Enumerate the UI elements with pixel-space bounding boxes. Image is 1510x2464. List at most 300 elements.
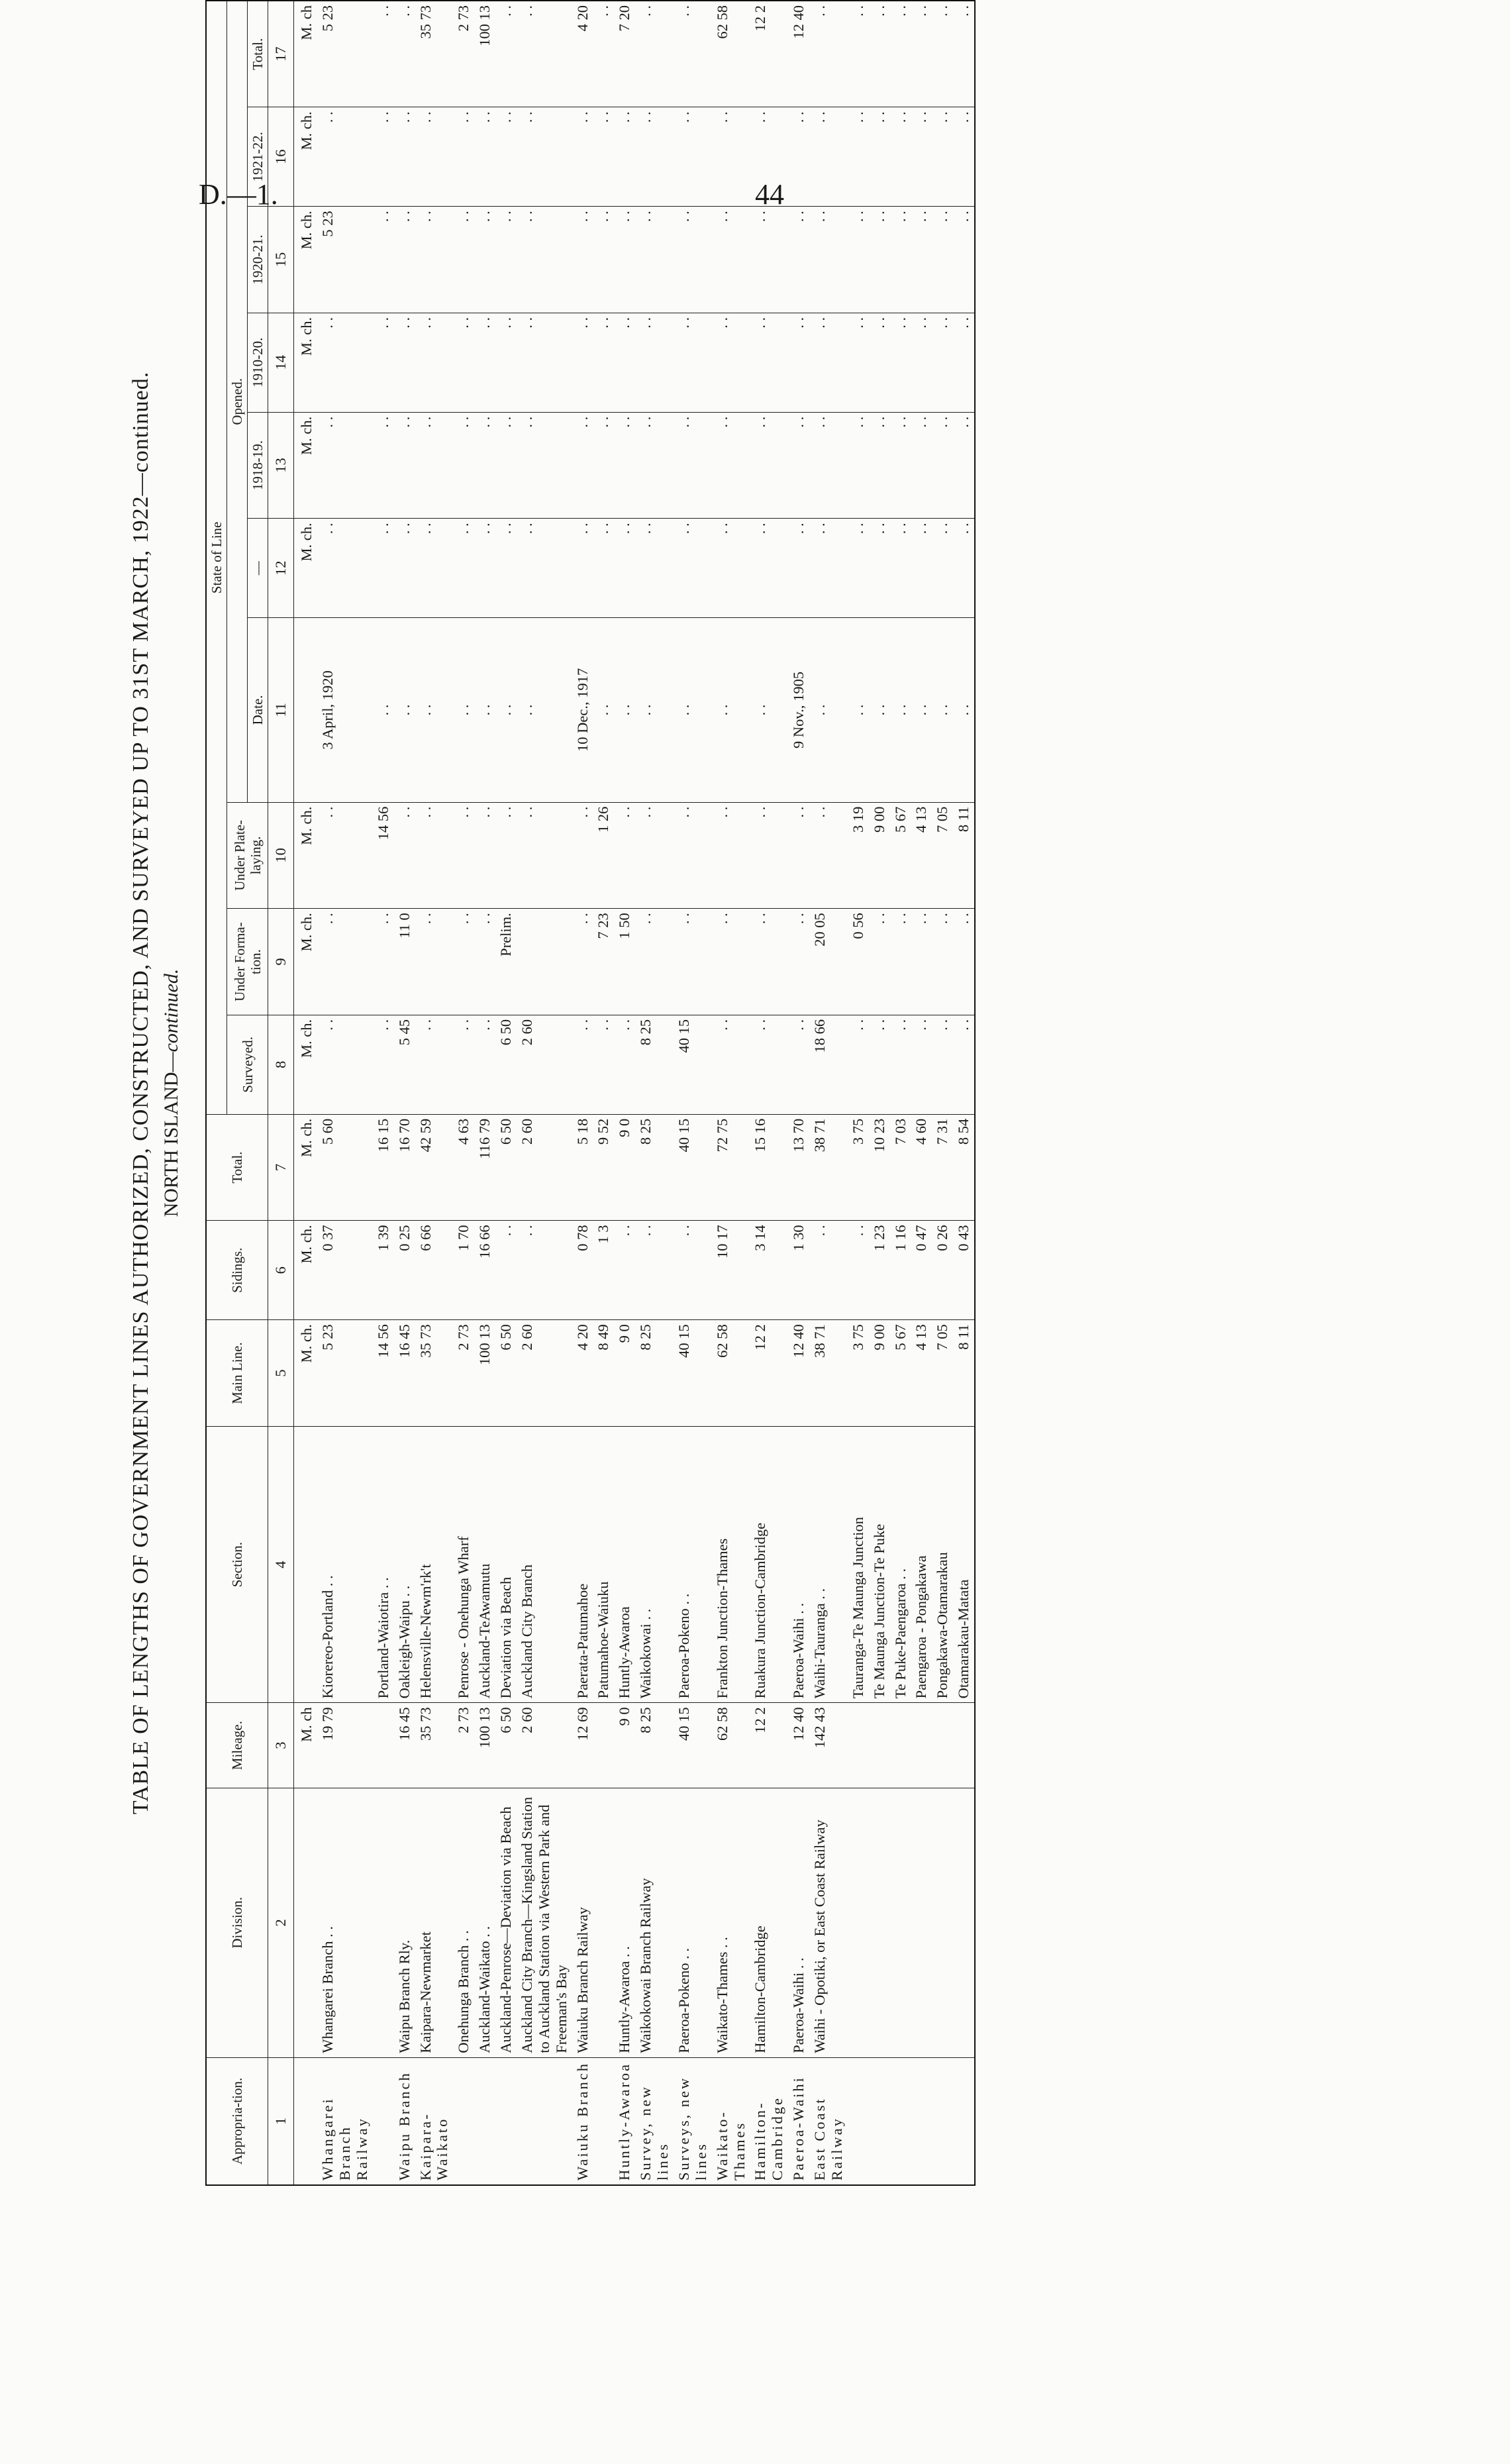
cell-mileage	[848, 1703, 869, 1788]
unit-cell: M. ch.	[294, 412, 317, 519]
cell-sidings: 1 23	[869, 1221, 890, 1320]
cell-opened-col12: . .	[788, 519, 809, 618]
cell-under-platelaying: . .	[415, 802, 454, 909]
cell-main-line: 5 23	[317, 1320, 373, 1427]
cell-opened-total: 4 20	[572, 1, 593, 107]
cell-opened-1910-20: . .	[809, 313, 848, 412]
cell-under-platelaying: . .	[394, 802, 415, 909]
cell-under-formation: . .	[474, 909, 495, 1015]
cell-surveyed: . .	[788, 1015, 809, 1114]
cell-opened-total: . .	[869, 1, 890, 107]
cell-sidings: 1 70	[453, 1221, 474, 1320]
cell-date: 10 Dec., 1917	[572, 618, 593, 802]
table-row	[517, 1, 572, 2185]
cell-opened-1921-22: . .	[869, 107, 890, 207]
cell-opened-1921-22: . .	[373, 107, 394, 207]
table-row	[373, 1, 394, 2185]
cell-opened-1910-20: . .	[911, 313, 932, 412]
cell-surveyed: . .	[848, 1015, 869, 1114]
cell-under-formation: 0 56	[848, 909, 869, 1015]
cell-main-line: 2 60	[517, 1320, 572, 1427]
unit-cell: M. ch.	[294, 313, 317, 412]
cell-total: 7 03	[890, 1114, 911, 1221]
cell-opened-1921-22: . .	[674, 107, 712, 207]
column-number: 8	[268, 1015, 294, 1114]
cell-division: Onehunga Branch . .	[453, 1788, 474, 2057]
cell-division	[890, 1788, 911, 2057]
cell-opened-1921-22: . .	[317, 107, 373, 207]
cell-section: Paeroa-Pokeno . .	[674, 1426, 712, 1703]
cell-mileage: 16 45	[394, 1703, 415, 1788]
cell-total: 72 75	[712, 1114, 750, 1221]
cell-main-line: 35 73	[415, 1320, 454, 1427]
cell-opened-1918-19: . .	[635, 412, 674, 519]
cell-opened-1920-21: . .	[809, 207, 848, 313]
cell-opened-1921-22: . .	[415, 107, 454, 207]
cell-opened-total: 100 13	[474, 1, 495, 107]
cell-opened-col12: . .	[614, 519, 635, 618]
cell-appropriation: East Coast Railway	[809, 2057, 848, 2185]
cell-section: Pongakawa-Otamarakau	[932, 1426, 953, 1703]
cell-appropriation: Paeroa-Waihi	[788, 2057, 809, 2185]
cell-sidings: 0 43	[953, 1221, 975, 1320]
cell-opened-1920-21: . .	[474, 207, 495, 313]
island-continued: continued.	[160, 968, 182, 1052]
cell-under-formation: . .	[890, 909, 911, 1015]
cell-main-line: 40 15	[674, 1320, 712, 1427]
table-row	[593, 1, 614, 2185]
island-label: NORTH ISLAND—	[160, 1052, 182, 1217]
cell-section: Paerata-Patumahoe	[572, 1426, 593, 1703]
cell-opened-total: . .	[635, 1, 674, 107]
cell-division: Huntly-Awaroa . .	[614, 1788, 635, 2057]
cell-section: Ruakura Junction-Cambridge	[750, 1426, 788, 1703]
table-row	[788, 1, 809, 2185]
cell-appropriation: Waikato-Thames	[712, 2057, 750, 2185]
lengths-table	[205, 0, 976, 2186]
cell-date: . .	[614, 618, 635, 802]
cell-opened-1918-19: . .	[809, 412, 848, 519]
cell-appropriation	[848, 2057, 869, 2185]
cell-division: Waikato-Thames . .	[712, 1788, 750, 2057]
unit-cell: M. ch.	[294, 1320, 317, 1427]
cell-opened-col12: . .	[848, 519, 869, 618]
cell-main-line: 8 25	[635, 1320, 674, 1427]
cell-sidings: . .	[635, 1221, 674, 1320]
cell-sidings: . .	[809, 1221, 848, 1320]
cell-opened-1920-21: . .	[848, 207, 869, 313]
cell-sidings: 0 25	[394, 1221, 415, 1320]
cell-appropriation	[953, 2057, 975, 2185]
cell-opened-total: . .	[911, 1, 932, 107]
cell-opened-total: 7 20	[614, 1, 635, 107]
cell-sidings: 3 14	[750, 1221, 788, 1320]
cell-surveyed: . .	[572, 1015, 593, 1114]
cell-under-platelaying: . .	[474, 802, 495, 909]
cell-division: Paeroa-Pokeno . .	[674, 1788, 712, 2057]
cell-date: . .	[932, 618, 953, 802]
cell-surveyed: 2 60	[517, 1015, 572, 1114]
cell-section: Penrose - Onehunga Wharf	[453, 1426, 474, 1703]
cell-opened-1918-19: . .	[394, 412, 415, 519]
cell-surveyed: . .	[890, 1015, 911, 1114]
cell-opened-1910-20: . .	[674, 313, 712, 412]
header-dash: —	[248, 519, 268, 618]
column-number: 9	[268, 909, 294, 1015]
table-row	[750, 1, 788, 2185]
cell-under-platelaying: . .	[674, 802, 712, 909]
cell-total: 3 75	[848, 1114, 869, 1221]
cell-total: 10 23	[869, 1114, 890, 1221]
cell-opened-col12: . .	[517, 519, 572, 618]
cell-division	[953, 1788, 975, 2057]
cell-surveyed: . .	[953, 1015, 975, 1114]
cell-mileage: 19 79	[317, 1703, 373, 1788]
cell-opened-1910-20: . .	[890, 313, 911, 412]
cell-main-line: 9 0	[614, 1320, 635, 1427]
cell-section: Waihi-Tauranga . .	[809, 1426, 848, 1703]
cell-date: 3 April, 1920	[317, 618, 373, 802]
cell-main-line: 2 73	[453, 1320, 474, 1427]
cell-mileage: 9 0	[614, 1703, 635, 1788]
header-under-formation: Under Forma-tion.	[227, 909, 268, 1015]
cell-section: Frankton Junction-Thames	[712, 1426, 750, 1703]
cell-opened-1910-20: . .	[394, 313, 415, 412]
cell-sidings: 1 30	[788, 1221, 809, 1320]
cell-opened-1921-22: . .	[614, 107, 635, 207]
cell-opened-col12: . .	[474, 519, 495, 618]
cell-total: 4 63	[453, 1114, 474, 1221]
cell-appropriation	[373, 2057, 394, 2185]
cell-mileage: 100 13	[474, 1703, 495, 1788]
cell-under-formation	[517, 909, 572, 1015]
cell-under-formation: . .	[750, 909, 788, 1015]
cell-opened-1910-20: . .	[750, 313, 788, 412]
cell-under-platelaying: . .	[517, 802, 572, 909]
table-row	[572, 1, 593, 2185]
cell-opened-1918-19: . .	[453, 412, 474, 519]
cell-appropriation	[869, 2057, 890, 2185]
cell-under-platelaying: 5 67	[890, 802, 911, 909]
cell-mileage	[869, 1703, 890, 1788]
cell-under-platelaying: 4 13	[911, 802, 932, 909]
cell-opened-total: . .	[953, 1, 975, 107]
cell-surveyed: . .	[750, 1015, 788, 1114]
cell-opened-1918-19: . .	[415, 412, 454, 519]
cell-division: Waiuku Branch Railway	[572, 1788, 593, 2057]
unit-cell: M. ch.	[294, 802, 317, 909]
cell-opened-total: 5 23	[317, 1, 373, 107]
cell-opened-1920-21: . .	[453, 207, 474, 313]
cell-opened-col12: . .	[712, 519, 750, 618]
cell-surveyed: . .	[932, 1015, 953, 1114]
cell-date: . .	[953, 618, 975, 802]
header-date: Date.	[248, 618, 268, 802]
table-row	[474, 1, 495, 2185]
cell-opened-1910-20: . .	[495, 313, 517, 412]
cell-opened-1921-22: . .	[953, 107, 975, 207]
cell-sidings: 1 16	[890, 1221, 911, 1320]
cell-appropriation	[911, 2057, 932, 2185]
cell-opened-col12: . .	[932, 519, 953, 618]
cell-opened-1920-21: . .	[635, 207, 674, 313]
cell-date: . .	[635, 618, 674, 802]
cell-under-platelaying: . .	[750, 802, 788, 909]
cell-sidings: 10 17	[712, 1221, 750, 1320]
cell-surveyed: . .	[373, 1015, 394, 1114]
cell-opened-1918-19: . .	[750, 412, 788, 519]
cell-surveyed: . .	[911, 1015, 932, 1114]
cell-total: 40 15	[674, 1114, 712, 1221]
cell-under-platelaying: . .	[317, 802, 373, 909]
cell-under-formation: 1 50	[614, 909, 635, 1015]
cell-total: 5 60	[317, 1114, 373, 1221]
cell-appropriation	[517, 2057, 572, 2185]
cell-opened-1920-21: . .	[572, 207, 593, 313]
cell-opened-total: . .	[890, 1, 911, 107]
cell-opened-col12: . .	[593, 519, 614, 618]
cell-surveyed: . .	[415, 1015, 454, 1114]
cell-section: Tauranga-Te Maunga Junction	[848, 1426, 869, 1703]
cell-total: 9 0	[614, 1114, 635, 1221]
cell-date: . .	[911, 618, 932, 802]
cell-appropriation: Waiuku Branch	[572, 2057, 593, 2185]
table-row	[317, 1, 373, 2185]
unit-cell: M. ch.	[294, 207, 317, 313]
cell-mileage	[911, 1703, 932, 1788]
cell-opened-col12: . .	[373, 519, 394, 618]
header-1918-19: 1918-19.	[248, 412, 268, 519]
header-total: Total.	[206, 1114, 268, 1221]
cell-opened-1910-20: . .	[788, 313, 809, 412]
cell-opened-col12: . .	[495, 519, 517, 618]
cell-opened-total: . .	[593, 1, 614, 107]
cell-opened-1918-19: . .	[474, 412, 495, 519]
cell-opened-col12: . .	[394, 519, 415, 618]
cell-date: . .	[474, 618, 495, 802]
cell-opened-col12: . .	[572, 519, 593, 618]
unit-cell: M. ch	[294, 1703, 317, 1788]
column-number: 17	[268, 1, 294, 107]
cell-opened-1921-22: . .	[495, 107, 517, 207]
column-number: 3	[268, 1703, 294, 1788]
cell-main-line: 5 67	[890, 1320, 911, 1427]
cell-appropriation: Waipu Branch	[394, 2057, 415, 2185]
table-row	[890, 1, 911, 2185]
cell-opened-1910-20: . .	[317, 313, 373, 412]
column-number: 10	[268, 802, 294, 909]
column-number: 6	[268, 1221, 294, 1320]
cell-opened-1918-19: . .	[788, 412, 809, 519]
cell-opened-col12: . .	[415, 519, 454, 618]
cell-section: Paeroa-Waihi . .	[788, 1426, 809, 1703]
cell-opened-1921-22: . .	[517, 107, 572, 207]
cell-date: . .	[848, 618, 869, 802]
cell-surveyed: . .	[614, 1015, 635, 1114]
cell-opened-1920-21: . .	[788, 207, 809, 313]
cell-opened-col12: . .	[674, 519, 712, 618]
column-number: 15	[268, 207, 294, 313]
cell-opened-1910-20: . .	[593, 313, 614, 412]
cell-opened-1910-20: . .	[848, 313, 869, 412]
cell-division: Auckland-Waikato . .	[474, 1788, 495, 2057]
rotated-table-area	[126, 0, 1437, 2186]
cell-section: Oakleigh-Waipu . .	[394, 1426, 415, 1703]
cell-appropriation: Whangarei Branch Railway	[317, 2057, 373, 2185]
cell-division	[932, 1788, 953, 2057]
table-row	[953, 1, 975, 2185]
header-opened: Opened.	[227, 1, 248, 802]
cell-opened-col12: . .	[869, 519, 890, 618]
cell-sidings: 0 47	[911, 1221, 932, 1320]
table-row	[453, 1, 474, 2185]
cell-total: 38 71	[809, 1114, 848, 1221]
table-title: TABLE OF LENGTHS OF GOVERNMENT LINES AUTHORIZED, CONSTRUCTED, AND SURVEYED UP TO 31ST MARCH, 1922—continued.	[128, 371, 153, 1815]
cell-appropriation: Huntly-Awaroa	[614, 2057, 635, 2185]
cell-appropriation	[474, 2057, 495, 2185]
cell-main-line: 12 2	[750, 1320, 788, 1427]
header-under-platelaying: Under Plate-laying.	[227, 802, 268, 909]
cell-division: Waihi - Opotiki, or East Coast Railway	[809, 1788, 848, 2057]
unit-cell: M. ch.	[294, 107, 317, 207]
cell-under-formation: . .	[415, 909, 454, 1015]
table-row	[614, 1, 635, 2185]
cell-surveyed: . .	[317, 1015, 373, 1114]
table-row	[911, 1, 932, 2185]
cell-opened-1920-21: . .	[932, 207, 953, 313]
cell-mileage: 2 73	[453, 1703, 474, 1788]
cell-opened-1910-20: . .	[712, 313, 750, 412]
cell-division: Whangarei Branch . .	[317, 1788, 373, 2057]
cell-opened-total: . .	[674, 1, 712, 107]
cell-total: 16 70	[394, 1114, 415, 1221]
header-surveyed: Surveyed.	[227, 1015, 268, 1114]
table-row	[932, 1, 953, 2185]
cell-under-formation: . .	[453, 909, 474, 1015]
cell-sidings: 1 39	[373, 1221, 394, 1320]
cell-under-formation: . .	[317, 909, 373, 1015]
cell-total: 16 15	[373, 1114, 394, 1221]
cell-section: Huntly-Awaroa	[614, 1426, 635, 1703]
cell-division: Waikokowai Branch Railway	[635, 1788, 674, 2057]
cell-mileage	[932, 1703, 953, 1788]
cell-section: Auckland-TeAwamutu	[474, 1426, 495, 1703]
cell-under-platelaying: 1 26	[593, 802, 614, 909]
cell-opened-total: 35 73	[415, 1, 454, 107]
cell-opened-1920-21: . .	[614, 207, 635, 313]
cell-opened-1920-21: . .	[495, 207, 517, 313]
cell-opened-total: . .	[495, 1, 517, 107]
cell-opened-1910-20: . .	[614, 313, 635, 412]
header-main-line: Main Line.	[206, 1320, 268, 1427]
unit-cell: M. ch.	[294, 909, 317, 1015]
cell-total: 13 70	[788, 1114, 809, 1221]
column-number: 5	[268, 1320, 294, 1427]
cell-total: 5 18	[572, 1114, 593, 1221]
cell-opened-1920-21: . .	[415, 207, 454, 313]
cell-under-platelaying: . .	[809, 802, 848, 909]
cell-under-platelaying: . .	[635, 802, 674, 909]
cell-opened-1910-20: . .	[869, 313, 890, 412]
unit-cell	[294, 618, 317, 802]
cell-main-line: 14 56	[373, 1320, 394, 1427]
header-division: Division.	[206, 1788, 268, 2057]
column-number: 2	[268, 1788, 294, 2057]
cell-main-line: 3 75	[848, 1320, 869, 1427]
cell-date: . .	[453, 618, 474, 802]
unit-cell	[294, 2057, 317, 2185]
column-number: 13	[268, 412, 294, 519]
header-1920-21: 1920-21.	[248, 207, 268, 313]
cell-under-formation: Prelim.	[495, 909, 517, 1015]
cell-opened-1921-22: . .	[572, 107, 593, 207]
cell-appropriation: Surveys, new lines	[674, 2057, 712, 2185]
cell-under-platelaying: . .	[572, 802, 593, 909]
cell-division: Auckland-Penrose—Deviation via Beach	[495, 1788, 517, 2057]
cell-date: . .	[809, 618, 848, 802]
cell-under-formation: . .	[932, 909, 953, 1015]
cell-main-line: 16 45	[394, 1320, 415, 1427]
column-number-row	[268, 1, 294, 2185]
cell-under-platelaying: 7 05	[932, 802, 953, 909]
cell-sidings: . .	[674, 1221, 712, 1320]
cell-opened-total: 62 58	[712, 1, 750, 107]
column-number: 1	[268, 2057, 294, 2185]
cell-section: Te Maunga Junction-Te Puke	[869, 1426, 890, 1703]
cell-total: 8 54	[953, 1114, 975, 1221]
column-number: 11	[268, 618, 294, 802]
cell-opened-1918-19: . .	[373, 412, 394, 519]
column-number: 12	[268, 519, 294, 618]
cell-date: . .	[394, 618, 415, 802]
cell-under-formation: . .	[788, 909, 809, 1015]
cell-opened-1921-22: . .	[890, 107, 911, 207]
cell-opened-col12: . .	[453, 519, 474, 618]
cell-opened-total: . .	[373, 1, 394, 107]
cell-mileage	[890, 1703, 911, 1788]
cell-opened-1921-22: . .	[750, 107, 788, 207]
cell-opened-1918-19: . .	[911, 412, 932, 519]
cell-opened-1921-22: . .	[809, 107, 848, 207]
column-number: 14	[268, 313, 294, 412]
cell-opened-col12: . .	[635, 519, 674, 618]
column-number: 7	[268, 1114, 294, 1221]
cell-date: . .	[415, 618, 454, 802]
cell-under-formation: 20 05	[809, 909, 848, 1015]
cell-appropriation: Kaipara-Waikato	[415, 2057, 454, 2185]
cell-opened-1918-19: . .	[712, 412, 750, 519]
cell-under-formation: . .	[674, 909, 712, 1015]
cell-date: . .	[712, 618, 750, 802]
cell-under-platelaying: 8 11	[953, 802, 975, 909]
cell-division: Hamilton-Cambridge	[750, 1788, 788, 2057]
cell-opened-total: . .	[848, 1, 869, 107]
cell-division	[848, 1788, 869, 2057]
header-appropriation: Appropria-tion.	[206, 2057, 268, 2185]
cell-date: . .	[373, 618, 394, 802]
cell-surveyed: 40 15	[674, 1015, 712, 1114]
cell-opened-1920-21: . .	[890, 207, 911, 313]
page-number: 44	[755, 178, 784, 211]
cell-division	[593, 1788, 614, 2057]
table-row	[674, 1, 712, 2185]
cell-opened-1910-20: . .	[373, 313, 394, 412]
unit-cell	[294, 1788, 317, 2057]
cell-mileage: 35 73	[415, 1703, 454, 1788]
cell-mileage: 62 58	[712, 1703, 750, 1788]
cell-under-platelaying: 14 56	[373, 802, 394, 909]
cell-sidings: . .	[517, 1221, 572, 1320]
